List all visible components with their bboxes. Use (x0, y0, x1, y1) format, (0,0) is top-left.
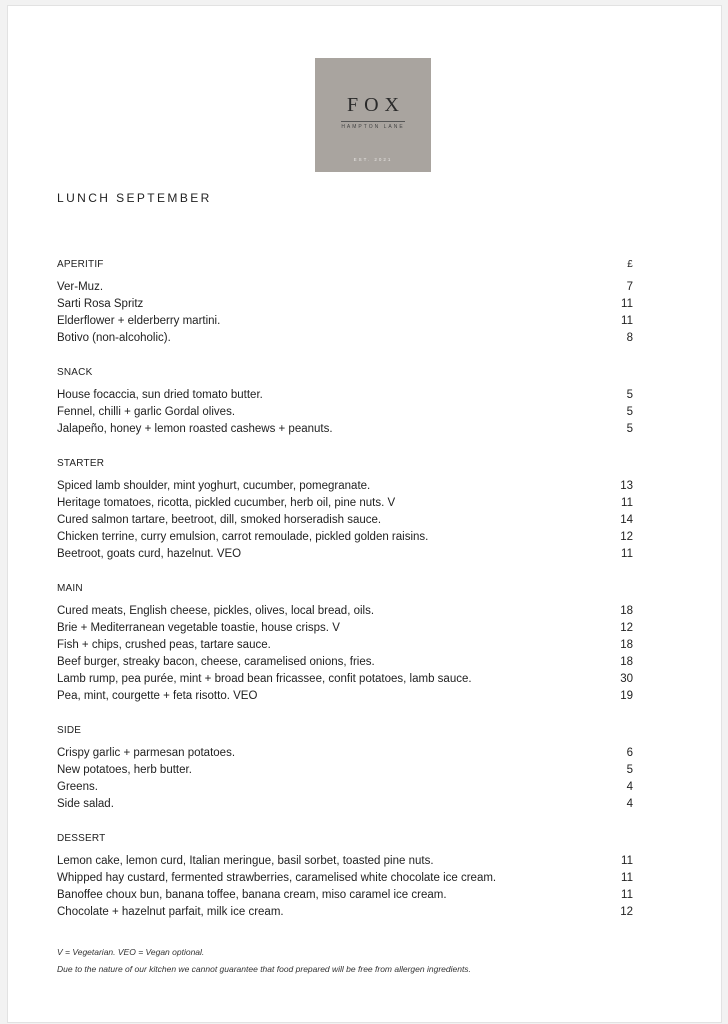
item-name: Spiced lamb shoulder, mint yoghurt, cucumber, pomegranate. (57, 480, 371, 492)
menu-item (57, 745, 633, 762)
item-price: 13 (620, 480, 633, 492)
item-name: Chocolate + hazelnut parfait, milk ice cream. (57, 906, 284, 918)
menu-item (57, 671, 633, 688)
item-name: Elderflower + elderberry martini. (57, 315, 221, 327)
item-price: 6 (626, 747, 633, 759)
item-name: Jalapeño, honey + lemon roasted cashews + peanuts. (57, 423, 333, 435)
currency-symbol: £ (627, 259, 633, 270)
logo-est: EST. 2021 (353, 157, 393, 162)
section-title: STARTER (57, 458, 105, 469)
item-price: 11 (621, 315, 633, 327)
item-name: Crispy garlic + parmesan potatoes. (57, 747, 236, 759)
item-name: Beetroot, goats curd, hazelnut. VEO (57, 548, 242, 560)
item-price: 11 (621, 872, 633, 884)
item-price: 18 (620, 605, 633, 617)
item-name: Beef burger, streaky bacon, cheese, caramelised onions, fries. (57, 656, 375, 668)
item-price: 19 (620, 690, 633, 702)
item-price: 30 (620, 673, 633, 685)
item-name: Botivo (non-alcoholic). (57, 332, 171, 344)
menu-item (57, 762, 633, 779)
item-name: Cured salmon tartare, beetroot, dill, smoked horseradish sauce. (57, 514, 382, 526)
menu-item (57, 279, 633, 296)
item-price: 11 (621, 298, 633, 310)
section-title: DESSERT (57, 833, 106, 844)
allergen-notice: Due to the nature of our kitchen we cannot guarantee that food prepared will be free from allergen ingredients. (57, 964, 471, 974)
footer (57, 944, 471, 978)
menu-item (57, 387, 633, 404)
item-name: Heritage tomatoes, ricotta, pickled cucumber, herb oil, pine nuts. V (57, 497, 396, 509)
item-price: 7 (626, 281, 633, 293)
item-price: 12 (620, 622, 633, 634)
item-name: Ver-Muz. (57, 281, 104, 293)
item-price: 12 (620, 531, 633, 543)
menu-item (57, 404, 633, 421)
menu-item (57, 603, 633, 620)
section-header (57, 455, 633, 472)
menu-item (57, 620, 633, 637)
item-name: Chicken terrine, curry emulsion, carrot remoulade, pickled golden raisins. (57, 531, 429, 543)
item-name: Banoffee choux bun, banana toffee, banana cream, miso caramel ice cream. (57, 889, 447, 901)
item-price: 11 (621, 497, 633, 509)
menu-item (57, 478, 633, 495)
menu-item (57, 495, 633, 512)
section-side (57, 722, 633, 813)
menu-item (57, 688, 633, 705)
item-name: Fish + chips, crushed peas, tartare sauce. (57, 639, 271, 651)
item-price: 8 (626, 332, 633, 344)
item-price: 11 (621, 855, 633, 867)
item-name: Pea, mint, courgette + feta risotto. VEO (57, 690, 258, 702)
logo-name: FOX (346, 94, 405, 116)
item-price: 11 (621, 889, 633, 901)
menu-item (57, 546, 633, 563)
menu-sections (57, 256, 633, 938)
item-price: 5 (626, 389, 633, 401)
section-title: SNACK (57, 367, 93, 378)
logo-divider (341, 121, 405, 122)
logo-subtitle: HAMPTON LANE (341, 124, 405, 130)
item-price: 14 (620, 514, 633, 526)
item-name: Sarti Rosa Spritz (57, 298, 144, 310)
menu-item (57, 296, 633, 313)
item-price: 5 (626, 764, 633, 776)
item-name: New potatoes, herb butter. (57, 764, 192, 776)
section-header (57, 722, 633, 739)
item-name: Lemon cake, lemon curd, Italian meringue, basil sorbet, toasted pine nuts. (57, 855, 434, 867)
item-name: Whipped hay custard, fermented strawberries, caramelised white chocolate ice cream. (57, 872, 497, 884)
section-header (57, 256, 633, 273)
fox-logo (315, 58, 431, 172)
item-name: Brie + Mediterranean vegetable toastie, house crisps. V (57, 622, 340, 634)
section-header (57, 830, 633, 847)
menu-item (57, 421, 633, 438)
section-header (57, 580, 633, 597)
item-name: Fennel, chilli + garlic Gordal olives. (57, 406, 236, 418)
section-title: MAIN (57, 583, 83, 594)
menu-item (57, 313, 633, 330)
menu-title: LUNCH SEPTEMBER (57, 191, 212, 205)
dietary-legend: V = Vegetarian. VEO = Vegan optional. (57, 947, 205, 957)
menu-item (57, 853, 633, 870)
menu-item (57, 654, 633, 671)
item-price: 5 (626, 423, 633, 435)
item-name: Cured meats, English cheese, pickles, olives, local bread, oils. (57, 605, 375, 617)
item-price: 4 (626, 781, 633, 793)
menu-item (57, 887, 633, 904)
menu-item (57, 796, 633, 813)
section-dessert (57, 830, 633, 921)
item-name: Lamb rump, pea purée, mint + broad bean fricassee, confit potatoes, lamb sauce. (57, 673, 472, 685)
menu-item (57, 904, 633, 921)
menu-item (57, 529, 633, 546)
menu-item (57, 512, 633, 529)
section-starter (57, 455, 633, 563)
item-price: 12 (620, 906, 633, 918)
section-title: SIDE (57, 725, 82, 736)
menu-item (57, 637, 633, 654)
menu-item (57, 779, 633, 796)
section-aperitif (57, 256, 633, 347)
section-header (57, 364, 633, 381)
menu-item (57, 330, 633, 347)
section-title: APERITIF (57, 259, 104, 270)
item-name: Greens. (57, 781, 98, 793)
section-main (57, 580, 633, 705)
section-snack (57, 364, 633, 438)
item-name: Side salad. (57, 798, 114, 810)
item-price: 4 (626, 798, 633, 810)
item-price: 18 (620, 656, 633, 668)
item-price: 11 (621, 548, 633, 560)
item-price: 5 (626, 406, 633, 418)
menu-item (57, 870, 633, 887)
item-price: 18 (620, 639, 633, 651)
item-name: House focaccia, sun dried tomato butter. (57, 389, 263, 401)
